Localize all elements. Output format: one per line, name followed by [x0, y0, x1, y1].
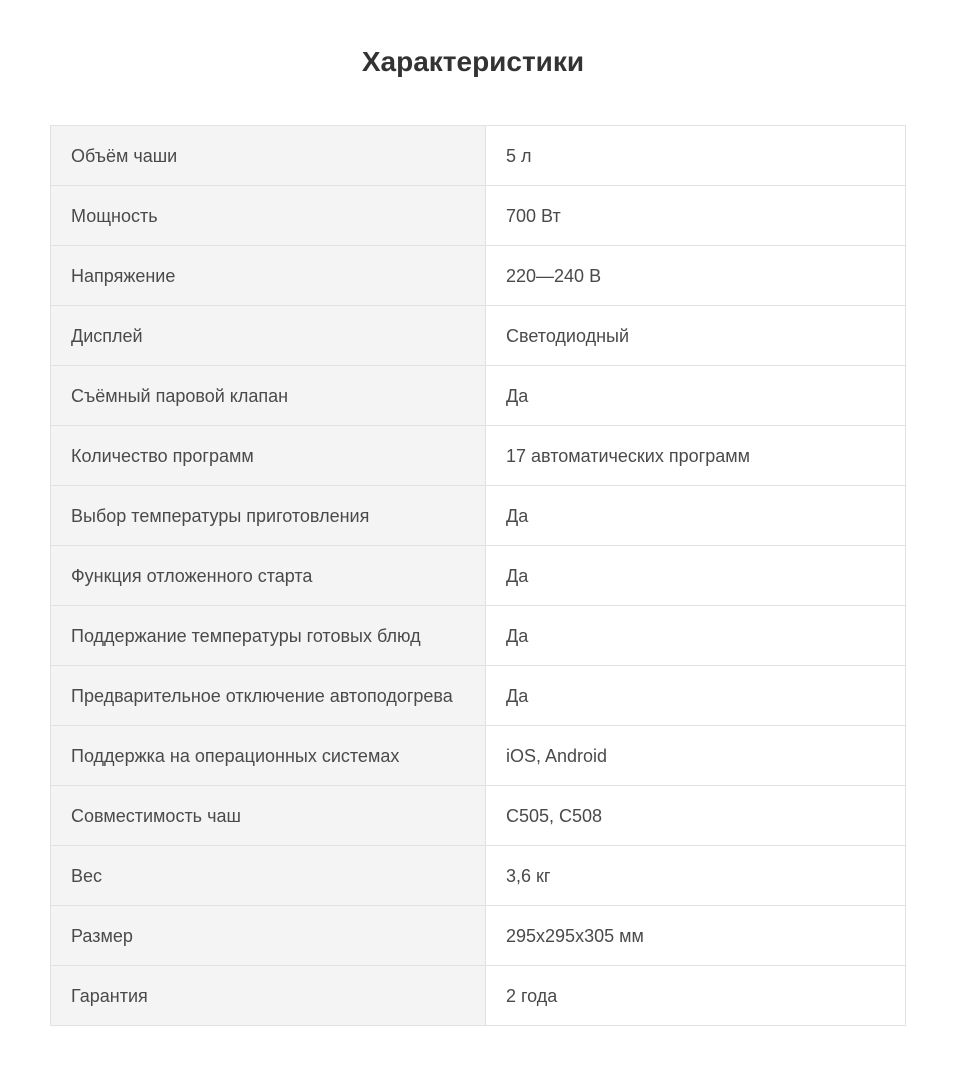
spec-value: 5 л [486, 126, 906, 186]
spec-label: Поддержание температуры готовых блюд [51, 606, 486, 666]
spec-label: Дисплей [51, 306, 486, 366]
table-row [51, 966, 906, 1026]
table-row [51, 426, 906, 486]
spec-label: Мощность [51, 186, 486, 246]
spec-label: Предварительное отключение автоподогрева [51, 666, 486, 726]
spec-label: Размер [51, 906, 486, 966]
spec-value: 700 Вт [486, 186, 906, 246]
specs-table [50, 125, 906, 1026]
table-row [51, 666, 906, 726]
spec-label: Объём чаши [51, 126, 486, 186]
spec-label: Выбор температуры приготовления [51, 486, 486, 546]
spec-value: 17 автоматических программ [486, 426, 906, 486]
spec-value: iOS, Android [486, 726, 906, 786]
table-row [51, 366, 906, 426]
table-row [51, 906, 906, 966]
spec-value: 220—240 В [486, 246, 906, 306]
spec-value: Да [486, 366, 906, 426]
spec-label: Съёмный паровой клапан [51, 366, 486, 426]
spec-label: Количество программ [51, 426, 486, 486]
table-row [51, 126, 906, 186]
table-row [51, 846, 906, 906]
spec-value: 295x295x305 мм [486, 906, 906, 966]
spec-value: 3,6 кг [486, 846, 906, 906]
table-row [51, 606, 906, 666]
spec-label: Поддержка на операционных системах [51, 726, 486, 786]
spec-value: Да [486, 546, 906, 606]
table-row [51, 546, 906, 606]
table-row [51, 486, 906, 546]
spec-value: Да [486, 666, 906, 726]
spec-value: Да [486, 606, 906, 666]
spec-label: Совместимость чаш [51, 786, 486, 846]
table-row [51, 246, 906, 306]
spec-value: 2 года [486, 966, 906, 1026]
page-title: Характеристики [361, 46, 585, 77]
spec-value: C505, C508 [486, 786, 906, 846]
spec-label: Гарантия [51, 966, 486, 1026]
table-row [51, 306, 906, 366]
table-row [51, 786, 906, 846]
spec-value: Светодиодный [486, 306, 906, 366]
spec-label: Функция отложенного старта [51, 546, 486, 606]
spec-label: Напряжение [51, 246, 486, 306]
table-row [51, 726, 906, 786]
spec-label: Вес [51, 846, 486, 906]
spec-value: Да [486, 486, 906, 546]
table-row [51, 186, 906, 246]
